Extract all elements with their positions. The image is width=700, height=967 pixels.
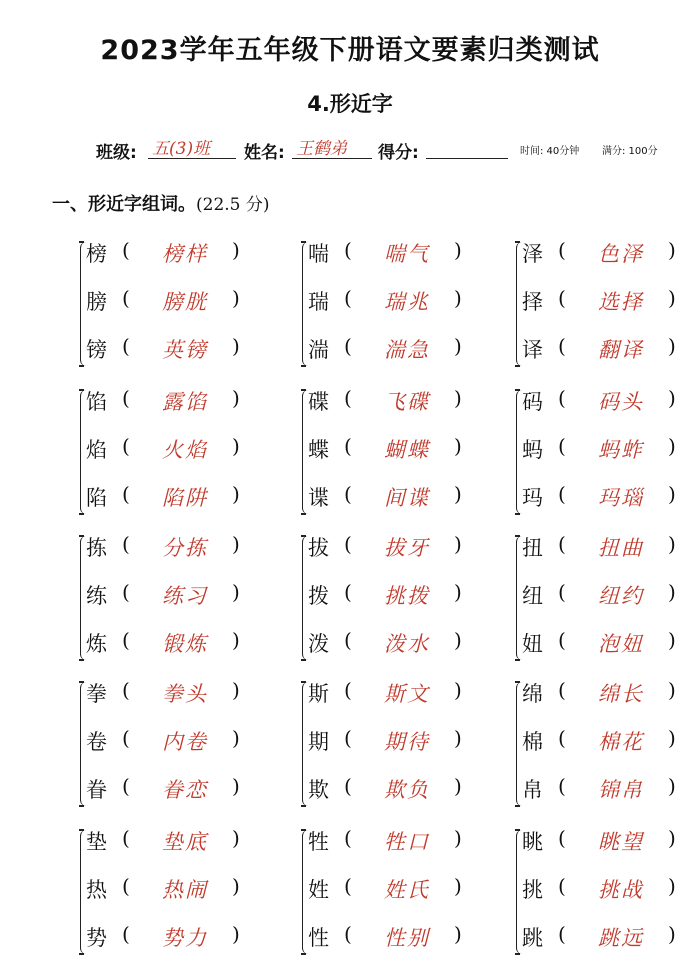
close-paren: ) [454, 532, 462, 556]
open-paren: ( [122, 774, 130, 798]
target-character: 牲 [308, 830, 329, 854]
close-paren: ) [454, 726, 462, 750]
open-paren: ( [344, 434, 352, 458]
target-character: 喘 [308, 242, 329, 266]
open-paren: ( [344, 334, 352, 358]
close-paren: ) [454, 434, 462, 458]
target-character: 垫 [86, 830, 107, 854]
handwritten-answer: 棉花 [598, 730, 644, 754]
close-paren: ) [454, 628, 462, 652]
handwritten-answer: 绵长 [598, 682, 644, 706]
close-paren: ) [232, 238, 240, 262]
handwritten-answer: 热闹 [162, 878, 208, 902]
close-paren: ) [668, 922, 676, 946]
char-group [80, 826, 270, 966]
open-paren: ( [344, 386, 352, 410]
target-character: 译 [522, 338, 543, 362]
word-row [522, 678, 700, 708]
close-paren: ) [232, 482, 240, 506]
open-paren: ( [122, 532, 130, 556]
close-paren: ) [454, 386, 462, 410]
open-paren: ( [344, 628, 352, 652]
close-paren: ) [668, 726, 676, 750]
handwritten-answer: 练习 [162, 584, 208, 608]
open-paren: ( [122, 628, 130, 652]
char-group [302, 238, 492, 378]
handwritten-answer: 纽约 [598, 584, 644, 608]
close-paren: ) [232, 532, 240, 556]
target-character: 练 [86, 584, 107, 608]
name-underline [292, 158, 372, 159]
handwritten-answer: 性别 [384, 926, 430, 950]
open-paren: ( [558, 434, 566, 458]
name-value: 王鹤弟 [296, 139, 347, 159]
full-score-label: 满分: 100分 [602, 146, 658, 157]
open-paren: ( [558, 922, 566, 946]
handwritten-answer: 瑞兆 [384, 290, 430, 314]
handwritten-answer: 火焰 [162, 438, 208, 462]
open-paren: ( [122, 434, 130, 458]
open-paren: ( [122, 580, 130, 604]
handwritten-answer: 牲口 [384, 830, 430, 854]
target-character: 拨 [308, 584, 329, 608]
word-row [522, 386, 700, 416]
word-row [308, 726, 488, 756]
word-row [308, 874, 488, 904]
word-row [522, 434, 700, 464]
handwritten-answer: 露馅 [162, 390, 208, 414]
target-character: 热 [86, 878, 107, 902]
handwritten-answer: 眺望 [598, 830, 644, 854]
handwritten-answer: 扭曲 [598, 536, 644, 560]
open-paren: ( [122, 826, 130, 850]
section-heading [52, 190, 270, 216]
close-paren: ) [668, 334, 676, 358]
char-group [516, 678, 700, 818]
close-paren: ) [232, 726, 240, 750]
page-subtitle: 4.形近字 [307, 92, 393, 116]
close-paren: ) [668, 678, 676, 702]
word-row [522, 286, 700, 316]
section-score: (22.5 分) [196, 195, 270, 215]
word-row [308, 386, 488, 416]
handwritten-answer: 翻译 [598, 338, 644, 362]
char-group [80, 238, 270, 378]
time-label: 时间: 40分钟 [520, 146, 580, 157]
handwritten-answer: 挑拨 [384, 584, 430, 608]
handwritten-answer: 分拣 [162, 536, 208, 560]
close-paren: ) [232, 386, 240, 410]
close-paren: ) [454, 334, 462, 358]
handwritten-answer: 陷阱 [162, 486, 208, 510]
target-character: 湍 [308, 338, 329, 362]
word-row [308, 922, 488, 952]
handwritten-answer: 榜样 [162, 242, 208, 266]
open-paren: ( [344, 726, 352, 750]
close-paren: ) [668, 482, 676, 506]
target-character: 拣 [86, 536, 107, 560]
word-row [522, 532, 700, 562]
word-row [86, 826, 266, 856]
handwritten-answer: 挑战 [598, 878, 644, 902]
char-group [80, 386, 270, 526]
close-paren: ) [232, 826, 240, 850]
word-row [522, 922, 700, 952]
handwritten-answer: 色泽 [598, 242, 644, 266]
target-character: 纽 [522, 584, 543, 608]
target-character: 卷 [86, 730, 107, 754]
char-group [302, 678, 492, 818]
handwritten-answer: 码头 [598, 390, 644, 414]
word-row [86, 922, 266, 952]
char-group [516, 826, 700, 966]
word-row [522, 580, 700, 610]
handwritten-answer: 湍急 [384, 338, 430, 362]
open-paren: ( [558, 874, 566, 898]
target-character: 棉 [522, 730, 543, 754]
char-group [302, 532, 492, 672]
word-row [308, 580, 488, 610]
close-paren: ) [454, 774, 462, 798]
close-paren: ) [232, 678, 240, 702]
page-title: 2023学年五年级下册语文要素归类测试 [100, 35, 600, 66]
word-row [86, 628, 266, 658]
handwritten-answer: 膀胱 [162, 290, 208, 314]
target-character: 姓 [308, 878, 329, 902]
close-paren: ) [232, 580, 240, 604]
open-paren: ( [122, 482, 130, 506]
student-info [96, 138, 686, 166]
open-paren: ( [558, 482, 566, 506]
char-group [516, 238, 700, 378]
handwritten-answer: 间谍 [384, 486, 430, 510]
target-character: 扭 [522, 536, 543, 560]
close-paren: ) [668, 434, 676, 458]
close-paren: ) [668, 628, 676, 652]
open-paren: ( [558, 580, 566, 604]
handwritten-answer: 选择 [598, 290, 644, 314]
word-row [308, 678, 488, 708]
word-row [86, 678, 266, 708]
target-character: 帛 [522, 778, 543, 802]
word-row [308, 532, 488, 562]
target-character: 泼 [308, 632, 329, 656]
open-paren: ( [344, 482, 352, 506]
word-row [522, 874, 700, 904]
open-paren: ( [558, 238, 566, 262]
close-paren: ) [454, 874, 462, 898]
target-character: 绵 [522, 682, 543, 706]
word-row [522, 482, 700, 512]
target-character: 蝶 [308, 438, 329, 462]
char-group [302, 826, 492, 966]
word-row [86, 238, 266, 268]
open-paren: ( [344, 580, 352, 604]
close-paren: ) [232, 434, 240, 458]
close-paren: ) [668, 532, 676, 556]
word-row [522, 774, 700, 804]
target-character: 泽 [522, 242, 543, 266]
word-row [308, 628, 488, 658]
close-paren: ) [232, 334, 240, 358]
word-row [308, 482, 488, 512]
char-group [80, 678, 270, 818]
class-value: 五(3)班 [152, 139, 211, 159]
target-character: 眺 [522, 830, 543, 854]
open-paren: ( [122, 286, 130, 310]
close-paren: ) [454, 286, 462, 310]
target-character: 膀 [86, 290, 107, 314]
target-character: 势 [86, 926, 107, 950]
target-character: 馅 [86, 390, 107, 414]
target-character: 玛 [522, 486, 543, 510]
word-row [308, 434, 488, 464]
close-paren: ) [668, 826, 676, 850]
word-row [86, 774, 266, 804]
handwritten-answer: 拳头 [162, 682, 208, 706]
word-row [86, 434, 266, 464]
open-paren: ( [122, 678, 130, 702]
target-character: 拳 [86, 682, 107, 706]
open-paren: ( [122, 238, 130, 262]
open-paren: ( [558, 532, 566, 556]
open-paren: ( [344, 678, 352, 702]
target-character: 码 [522, 390, 543, 414]
open-paren: ( [344, 774, 352, 798]
close-paren: ) [668, 238, 676, 262]
section-title: 一、形近字组词。 [52, 194, 196, 215]
target-character: 碟 [308, 390, 329, 414]
target-character: 眷 [86, 778, 107, 802]
target-character: 焰 [86, 438, 107, 462]
word-row [308, 774, 488, 804]
close-paren: ) [232, 286, 240, 310]
close-paren: ) [668, 580, 676, 604]
handwritten-answer: 姓氏 [384, 878, 430, 902]
open-paren: ( [558, 774, 566, 798]
close-paren: ) [454, 482, 462, 506]
open-paren: ( [558, 386, 566, 410]
open-paren: ( [344, 922, 352, 946]
close-paren: ) [454, 826, 462, 850]
open-paren: ( [558, 826, 566, 850]
handwritten-answer: 欺负 [384, 778, 430, 802]
handwritten-answer: 喘气 [384, 242, 430, 266]
open-paren: ( [558, 726, 566, 750]
target-character: 妞 [522, 632, 543, 656]
close-paren: ) [232, 628, 240, 652]
word-row [308, 238, 488, 268]
target-character: 榜 [86, 242, 107, 266]
close-paren: ) [668, 286, 676, 310]
handwritten-answer: 英镑 [162, 338, 208, 362]
word-row [308, 334, 488, 364]
handwritten-answer: 泼水 [384, 632, 430, 656]
handwritten-answer: 泡妞 [598, 632, 644, 656]
char-group [516, 532, 700, 672]
close-paren: ) [668, 774, 676, 798]
open-paren: ( [122, 922, 130, 946]
word-row [86, 726, 266, 756]
close-paren: ) [454, 678, 462, 702]
score-underline [426, 158, 508, 159]
open-paren: ( [344, 532, 352, 556]
score-label: 得分: [378, 143, 419, 163]
handwritten-answer: 眷恋 [162, 778, 208, 802]
target-character: 蚂 [522, 438, 543, 462]
target-character: 谍 [308, 486, 329, 510]
target-character: 择 [522, 290, 543, 314]
word-row [522, 238, 700, 268]
char-group [80, 532, 270, 672]
open-paren: ( [122, 334, 130, 358]
word-row [86, 286, 266, 316]
handwritten-answer: 跳远 [598, 926, 644, 950]
open-paren: ( [558, 334, 566, 358]
close-paren: ) [668, 874, 676, 898]
char-group [516, 386, 700, 526]
word-row [86, 482, 266, 512]
handwritten-answer: 蝴蝶 [384, 438, 430, 462]
handwritten-answer: 飞碟 [384, 390, 430, 414]
word-row [86, 334, 266, 364]
target-character: 跳 [522, 926, 543, 950]
handwritten-answer: 垫底 [162, 830, 208, 854]
target-character: 性 [308, 926, 329, 950]
target-character: 挑 [522, 878, 543, 902]
word-row [86, 580, 266, 610]
word-row [308, 826, 488, 856]
word-row [86, 386, 266, 416]
target-character: 期 [308, 730, 329, 754]
handwritten-answer: 势力 [162, 926, 208, 950]
close-paren: ) [454, 238, 462, 262]
name-label: 姓名: [244, 143, 285, 163]
word-row [522, 628, 700, 658]
close-paren: ) [232, 774, 240, 798]
close-paren: ) [454, 580, 462, 604]
class-underline [148, 158, 236, 159]
open-paren: ( [344, 286, 352, 310]
target-character: 陷 [86, 486, 107, 510]
open-paren: ( [558, 286, 566, 310]
handwritten-answer: 拔牙 [384, 536, 430, 560]
open-paren: ( [122, 874, 130, 898]
open-paren: ( [344, 826, 352, 850]
target-character: 镑 [86, 338, 107, 362]
open-paren: ( [344, 238, 352, 262]
open-paren: ( [558, 628, 566, 652]
handwritten-answer: 玛瑙 [598, 486, 644, 510]
close-paren: ) [454, 922, 462, 946]
target-character: 拔 [308, 536, 329, 560]
word-row [522, 334, 700, 364]
close-paren: ) [232, 922, 240, 946]
target-character: 斯 [308, 682, 329, 706]
word-row [86, 532, 266, 562]
word-row [308, 286, 488, 316]
char-group [302, 386, 492, 526]
handwritten-answer: 期待 [384, 730, 430, 754]
target-character: 瑞 [308, 290, 329, 314]
target-character: 炼 [86, 632, 107, 656]
handwritten-answer: 斯文 [384, 682, 430, 706]
word-row [522, 726, 700, 756]
word-row [522, 826, 700, 856]
open-paren: ( [122, 386, 130, 410]
open-paren: ( [344, 874, 352, 898]
open-paren: ( [558, 678, 566, 702]
class-label: 班级: [96, 143, 137, 163]
close-paren: ) [668, 386, 676, 410]
handwritten-answer: 蚂蚱 [598, 438, 644, 462]
handwritten-answer: 锦帛 [598, 778, 644, 802]
word-row [86, 874, 266, 904]
close-paren: ) [232, 874, 240, 898]
target-character: 欺 [308, 778, 329, 802]
handwritten-answer: 锻炼 [162, 632, 208, 656]
handwritten-answer: 内卷 [162, 730, 208, 754]
open-paren: ( [122, 726, 130, 750]
